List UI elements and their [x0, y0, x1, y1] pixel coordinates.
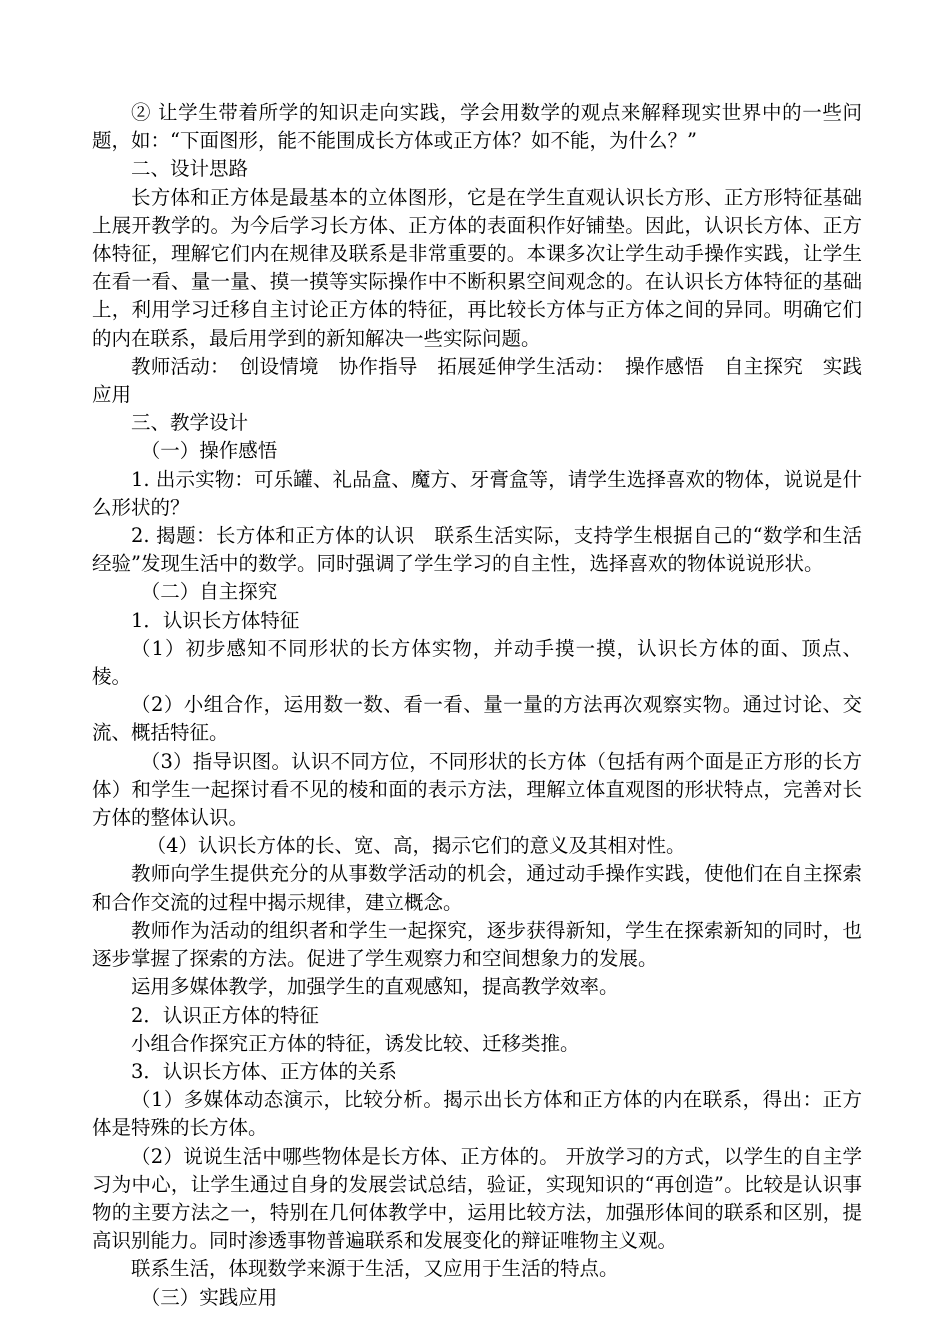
- paragraph-teacher-opportunity: 教师向学生提供充分的从事数学活动的机会，通过动手操作实践，使他们在自主探索和合作交流的过程中揭示规律，建立概念。: [92, 862, 862, 914]
- paragraph-reveal-topic: 2. 揭题：长方体和正方体的认识 联系生活实际，支持学生根据自己的“数学和生活经验”发现生活中的数学。同时强调了学生学习的自主性，选择喜欢的物体说说形状。: [92, 524, 862, 576]
- item-relation: 3．认识长方体、正方体的关系: [131, 1059, 397, 1083]
- paragraph-show-objects: 1. 出示实物：可乐罐、礼品盒、魔方、牙膏盒等，请学生选择喜欢的物体，说说是什么形状的？: [92, 467, 862, 519]
- paragraph-design-idea: 长方体和正方体是最基本的立体图形，它是在学生直观认识长方形、正方形特征基础上展开教学的。为今后学习长方体、正方体的表面积作好铺垫。因此，认识长方体、正方体特征，理解它们内在规律及联系是非常重要的。本课多次让学生动手操作实践，让学生在看一看、量一量、摸一摸等实际操作中不断积累空间观念的。在认识长方体特征的基础上，利用学习迁移自主讨论正方体的特征，再比较长方体与正方体之间的异同。明确它们的内在联系，最后用学到的新知解决一些实际问题。: [92, 185, 862, 350]
- paragraph-link-life: 联系生活，体现数学来源于生活，又应用于生活的特点。: [131, 1257, 619, 1281]
- item-cuboid-features: 1．认识长方体特征: [131, 608, 300, 632]
- paragraph-activities: 教师活动： 创设情境 协作指导 拓展延伸学生活动： 操作感悟 自主探究 实践应用: [92, 354, 862, 407]
- paragraph-multimedia: 运用多媒体教学，加强学生的直观感知，提高教学效率。: [131, 975, 619, 999]
- paragraph-group-cube: 小组合作探究正方体的特征，诱发比较、迁移类推。: [131, 1031, 580, 1055]
- subheading-explore: （二）自主探究: [140, 580, 278, 604]
- item-cube-features: 2．认识正方体的特征: [131, 1003, 319, 1027]
- heading-design-idea: 二、设计思路: [131, 157, 249, 181]
- item-step-1: （1）初步感知不同形状的长方体实物，并动手摸一摸，认识长方体的面、顶点、棱。: [92, 636, 862, 689]
- document-page: [92, 99, 862, 1312]
- item-step-3: （3）指导识图。认识不同方位，不同形状的长方体（包括有两个面是正方形的长方体）和学生一起探讨看不见的棱和面的表示方法，理解立体直观图的形状特点，完善对长方体的整体认识。: [92, 749, 862, 830]
- heading-teaching-design: 三、教学设计: [131, 411, 249, 435]
- paragraph-teacher-organizer: 教师作为活动的组织者和学生一起探究，逐步获得新知，学生在探索新知的同时，也逐步掌握了探索的方法。促进了学生观察力和空间想象力的发展。: [92, 918, 862, 971]
- item-relation-2: （2）说说生活中哪些物体是长方体、正方体的。 开放学习的方式，以学生的自主学习为中心，让学生通过自身的发展尝试总结，验证，实现知识的“再创造”。比较是认识事物的主要方法之一，特别在几何体教学中，运用比较方法，加强形体间的联系和区别，提高识别能力。同时渗透事物普遍联系和发展变化的辩证唯物主义观。: [92, 1144, 862, 1253]
- item-relation-1: （1）多媒体动态演示，比较分析。揭示出长方体和正方体的内在联系，得出：正方体是特殊的长方体。: [92, 1088, 862, 1140]
- subheading-practice: （三）实践应用: [140, 1285, 278, 1309]
- paragraph-goal-practice: ② 让学生带着所学的知识走向实践，学会用数学的观点来解释现实世界中的一些问题，如：“下面图形，能不能围成长方体或正方体？如不能，为什么？”: [92, 101, 862, 153]
- item-step-2: （2）小组合作，运用数一数、看一看、量一量的方法再次观察实物。通过讨论、交流、概括特征。: [92, 693, 862, 745]
- item-step-4: （4）认识长方体的长、宽、高，揭示它们的意义及其相对性。: [146, 834, 686, 858]
- subheading-operation: （一）操作感悟: [140, 439, 278, 463]
